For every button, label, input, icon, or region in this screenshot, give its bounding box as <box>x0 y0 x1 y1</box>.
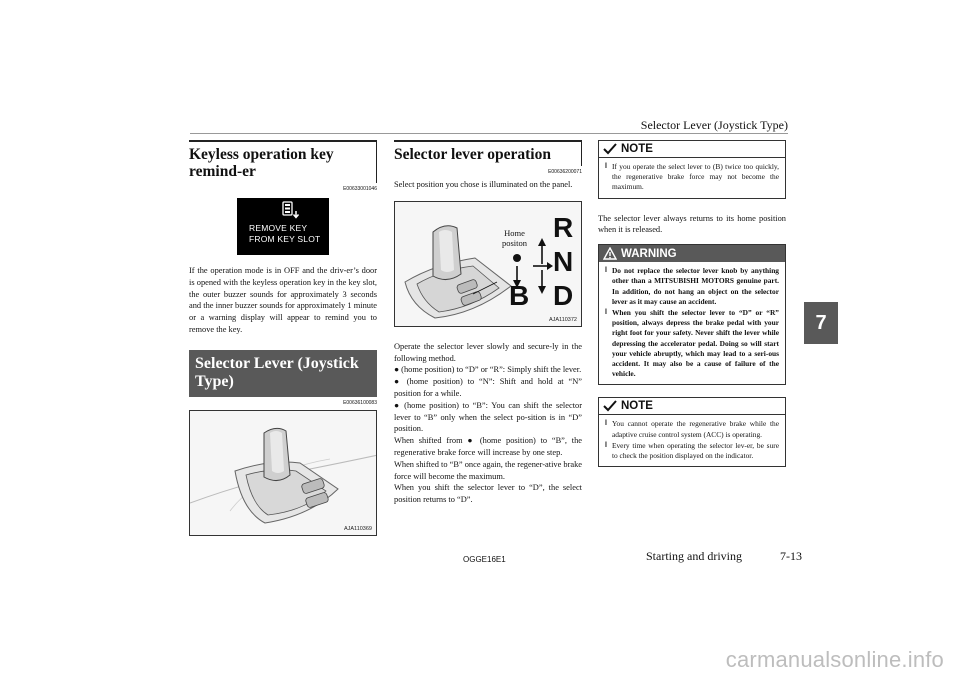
keyless-code: E00633001046 <box>343 186 377 192</box>
note-item <box>605 441 779 461</box>
figure-code: AJA110369 <box>343 525 372 532</box>
bullet-icon: l <box>605 441 607 449</box>
warning-text: When you shift the selector lever to “D” or “R” position, always depress the brake pedal with your right foot for your safety. Never shift the lever while depressing the accelerator pedal. Doing so will start your vehicle abruptly, which may lead to a seri-ous accident. It may also be a cause of failure of the vehicle. <box>611 308 779 379</box>
footer-section <box>646 549 802 564</box>
warning-text: Do not replace the selector lever knob by anything other than a MITSUBISHI MOTORS genuine part. In addition, do not hang an object on the selector lever as it may cause an accident. <box>611 266 779 306</box>
bullet-icon: l <box>605 163 607 170</box>
paragraph: ● (home position) to “B”: You can shift the selector lever to “B” only when the select po-sition is in “D” position. <box>394 400 582 434</box>
selector-panel-figure <box>394 201 582 327</box>
selector-operation-code: E00636200071 <box>548 169 582 175</box>
keyless-heading: Keyless operation key remind-er <box>189 140 377 183</box>
column-2 <box>394 140 582 506</box>
column-3 <box>598 140 786 467</box>
gear-b: B <box>509 279 530 311</box>
section-code: E00636100083 <box>343 399 377 406</box>
note-text: Every time when operating the selector lev-er, be sure to check the position displayed on the indicator. <box>611 440 779 461</box>
footer-code: OGGE16E1 <box>463 555 506 564</box>
note-header <box>599 398 785 415</box>
return-paragraph: The selector lever always returns to its home position when it is released. <box>598 213 786 235</box>
warning-header <box>599 245 785 262</box>
selector-lever-figure <box>189 410 377 536</box>
home-label-line2: positon <box>502 237 528 248</box>
note-box-2 <box>598 397 786 467</box>
running-head: Selector Lever (Joystick Type) <box>640 118 788 132</box>
note-check-icon <box>603 143 617 155</box>
note-check-icon <box>603 400 617 412</box>
bullet-icon: l <box>605 420 607 428</box>
home-label-line1: Home <box>504 227 525 238</box>
note-item <box>605 162 779 193</box>
paragraph: ● (home position) to “N”: Shift and hold at “N” position for a while. <box>394 377 582 398</box>
header-rule <box>190 133 788 134</box>
note-title: NOTE <box>621 143 653 155</box>
gear-n: N <box>553 245 574 277</box>
note-title: NOTE <box>621 400 653 413</box>
warning-triangle-icon <box>603 247 617 260</box>
paragraph: ● (home position) to “D” or “R”: Simply shift the lever. <box>394 365 582 375</box>
keyless-paragraph: If the operation mode is in OFF and the driv-er’s door is opened with the keyless operation key in the key slot, the outer buzzer sounds for approximately 3 seconds and the inner buzzer sounds for approximately 1 minute or a warning display will appear to remind you to remove the key. <box>189 266 377 334</box>
display-line-2: FROM KEY SLOT <box>249 234 321 244</box>
home-position-label <box>502 228 527 248</box>
gear-d: D <box>553 279 574 311</box>
panel-figure-code: AJA110372 <box>548 316 577 323</box>
selector-operation-heading: Selector lever operation <box>394 140 582 166</box>
warning-box <box>598 244 786 385</box>
home-position-dot <box>513 254 521 262</box>
paragraph: When shifted from ● (home position) to “B”, the regenerative brake force will increase by one step. <box>394 436 582 457</box>
warning-title: WARNING <box>621 247 677 260</box>
display-line-1: REMOVE KEY <box>249 223 308 233</box>
note-text: You cannot operate the regenerative brake while the adaptive cruise control system (ACC) is operating. <box>611 419 779 439</box>
note-body <box>599 158 785 198</box>
gear-r: R <box>553 211 574 243</box>
note-body <box>599 415 785 466</box>
note-box-1 <box>598 140 786 199</box>
bullet-icon: l <box>605 309 607 317</box>
footer-section-name: Starting and driving <box>646 549 742 563</box>
warning-body <box>599 262 785 384</box>
selector-operation-text <box>394 341 582 506</box>
paragraph: When you shift the selector lever to “D”, the select position returns to “D”. <box>394 483 582 505</box>
chapter-tab: 7 <box>804 302 838 344</box>
watermark: carmanualsonline.info <box>725 647 944 672</box>
bullet-icon: l <box>605 267 607 275</box>
remove-key-display <box>237 198 329 255</box>
section-heading: Selector Lever (Joystick Type) <box>189 350 377 397</box>
paragraph: Operate the selector lever slowly and secure-ly in the following method. <box>394 341 582 363</box>
note-header <box>599 141 785 158</box>
page-number: 7-13 <box>780 549 802 563</box>
selector-intro: Select position you chose is illuminated on the panel. <box>394 180 573 189</box>
column-1 <box>189 140 377 536</box>
key-card-icon <box>281 201 303 221</box>
selector-lever-illustration <box>190 411 377 535</box>
paragraph: When shifted to “B” once again, the regener-ative brake force will become the maximum. <box>394 459 582 481</box>
warning-item <box>605 308 779 379</box>
warning-item <box>605 266 779 307</box>
note-item <box>605 419 779 439</box>
note-text: If you operate the select lever to (B) twice too quickly, the regenerative brake force may not become the maximum. <box>611 162 779 192</box>
